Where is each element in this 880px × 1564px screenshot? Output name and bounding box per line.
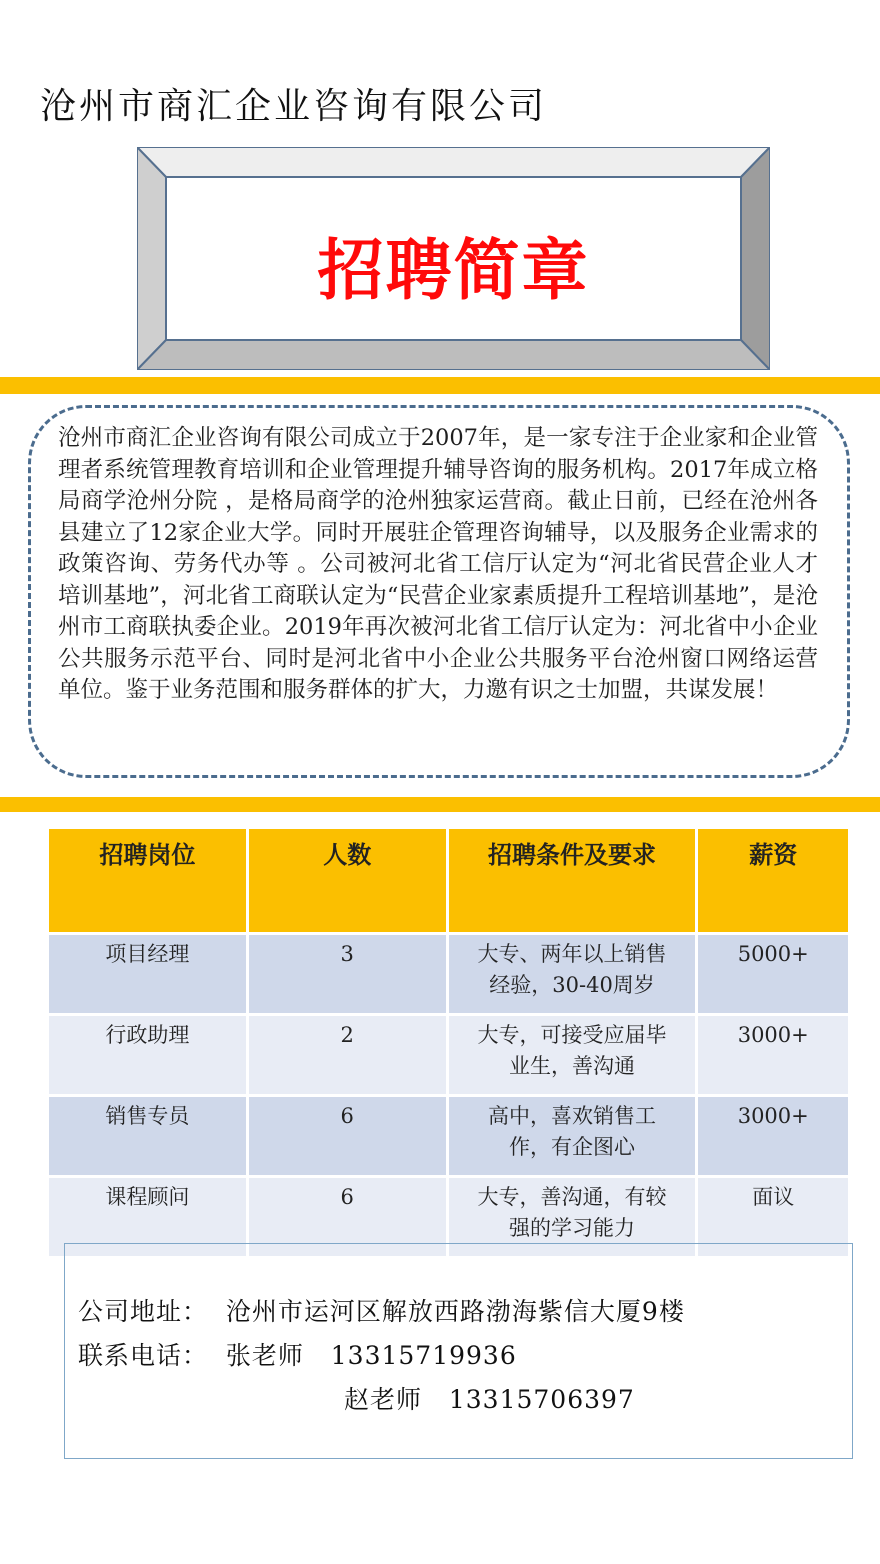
job-count: 6	[249, 1178, 446, 1256]
header-count: 人数	[249, 829, 446, 932]
yellow-divider-top	[0, 377, 880, 394]
job-position: 销售专员	[49, 1097, 246, 1175]
job-salary: 3000+	[698, 1016, 848, 1094]
job-requirements: 高中，喜欢销售工作，有企图心	[449, 1097, 696, 1175]
address-label: 公司地址：	[78, 1297, 209, 1326]
job-position: 行政助理	[49, 1016, 246, 1094]
banner-title: 招聘简章	[317, 232, 590, 309]
job-salary: 5000+	[698, 935, 848, 1013]
contact2-name: 赵老师	[344, 1385, 423, 1414]
contact1-phone[interactable]: 13315719936	[330, 1341, 517, 1370]
table-row	[49, 1097, 848, 1175]
job-salary: 面议	[698, 1178, 848, 1256]
job-count: 2	[249, 1016, 446, 1094]
jobs-header-row	[49, 829, 848, 932]
table-row	[49, 1016, 848, 1094]
address-line	[78, 1292, 685, 1328]
address-value: 沧州市运河区解放西路渤海紫信大厦9楼	[225, 1297, 685, 1326]
job-position: 项目经理	[49, 935, 246, 1013]
phone-line-1	[78, 1336, 517, 1372]
header-position: 招聘岗位	[49, 829, 246, 932]
company-name: 沧州市商汇企业咨询有限公司	[40, 86, 548, 127]
header-salary: 薪资	[698, 829, 848, 932]
job-salary: 3000+	[698, 1097, 848, 1175]
contact1-name: 张老师	[225, 1341, 304, 1370]
banner-frame	[137, 147, 770, 370]
table-row	[49, 935, 848, 1013]
contact2-phone[interactable]: 13315706397	[448, 1385, 635, 1414]
job-count: 6	[249, 1097, 446, 1175]
phone-line-2	[344, 1380, 635, 1416]
job-requirements: 大专，可接受应届毕业生，善沟通	[449, 1016, 696, 1094]
jobs-table	[46, 826, 851, 1259]
job-position: 课程顾问	[49, 1178, 246, 1256]
job-requirements: 大专、两年以上销售经验，30-40周岁	[449, 935, 696, 1013]
company-introduction: 沧州市商汇企业咨询有限公司成立于2007年，是一家专注于企业家和企业管理者系统管理教育培训和企业管理提升辅导咨询的服务机构。2017年成立格局商学沧州分院 ，是格局商学的沧州独家运营商。截止日前，已经在沧州各县建立了12家企业大学。同时开展驻企管理咨询辅导，以及服务企业需求的政策咨询、劳务代办等 。公司被河北省工信厅认定为“河北省民营企业人才培训基地”，河北省工商联认定为“民营企业家素质提升工程培训基地”，是沧州市工商联执委企业。2019年再次被河北省工信厅认定为：河北省中小企业公共服务示范平台、同时是河北省中小企业公共服务平台沧州窗口网络运营单位。鉴于业务范围和服务群体的扩大，力邀有识之士加盟，共谋发展！	[58, 425, 818, 703]
job-requirements: 大专，善沟通，有较强的学习能力	[449, 1178, 696, 1256]
phone-label: 联系电话：	[78, 1341, 209, 1370]
yellow-divider-bottom	[0, 797, 880, 812]
job-count: 3	[249, 935, 446, 1013]
header-requirements: 招聘条件及要求	[449, 829, 696, 932]
